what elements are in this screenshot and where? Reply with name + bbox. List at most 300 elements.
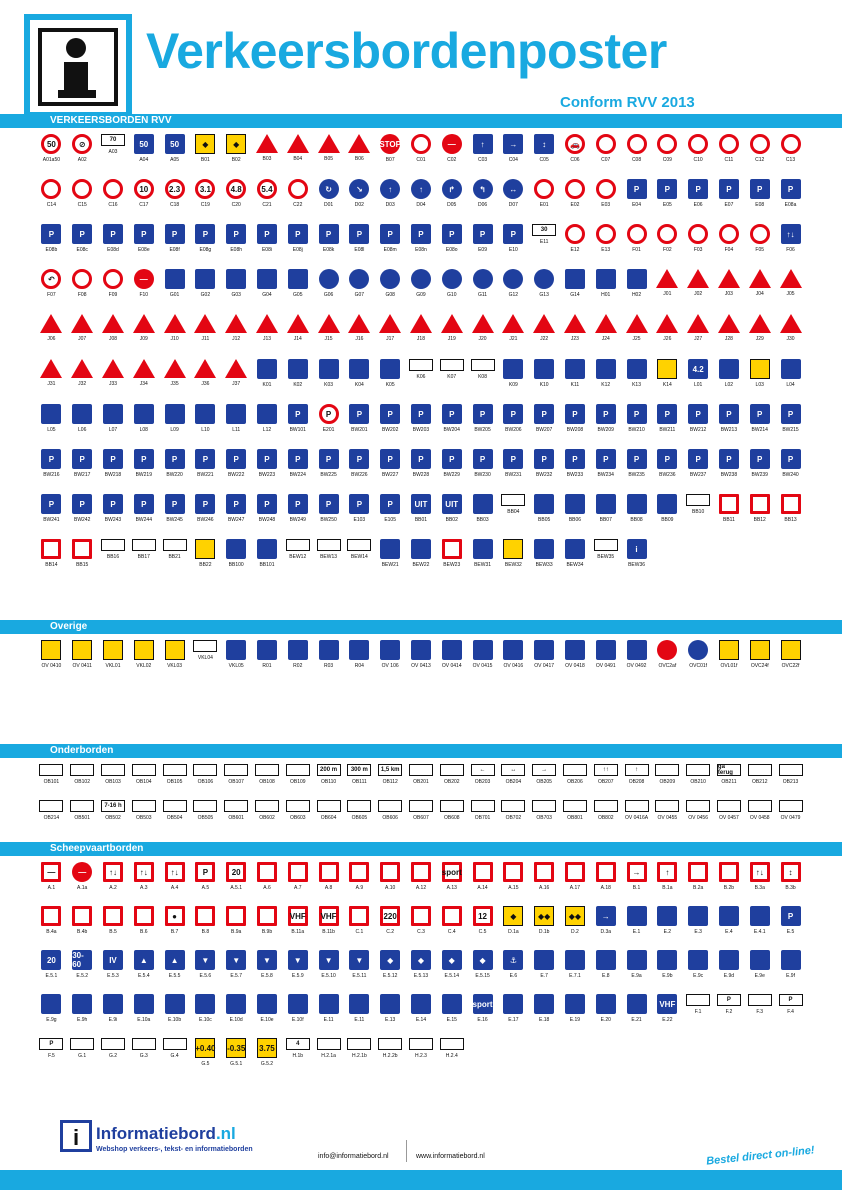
sign-code-label: B.2b xyxy=(723,885,735,891)
sign-cell xyxy=(344,764,375,800)
sign-code-label: F10 xyxy=(139,292,149,298)
sign-code-label: B.1a xyxy=(662,885,673,891)
footer-brand-main: Informatiebord xyxy=(96,1124,216,1143)
sign-icon xyxy=(257,994,277,1014)
sign-icon xyxy=(72,539,92,559)
sign-code-label: OB603 xyxy=(289,815,306,821)
sign-code-label: E201 xyxy=(322,427,335,433)
sign-code-label: OV 0411 xyxy=(72,663,92,669)
sign-cell xyxy=(683,359,714,404)
sign-cell xyxy=(252,994,283,1038)
footer-website-link[interactable]: www.informatiebord.nl xyxy=(416,1153,485,1160)
sign-cell xyxy=(159,800,190,836)
sign-icon xyxy=(563,764,587,776)
sign-code-label: BEW34 xyxy=(566,562,584,568)
sign-code-label: E.18 xyxy=(539,1017,550,1023)
sign-icon: P xyxy=(781,404,801,424)
sign-cell xyxy=(98,404,129,449)
sign-code-label: BB01 xyxy=(414,517,428,523)
sign-icon xyxy=(688,640,708,660)
sign-icon: ga terug xyxy=(717,764,741,776)
sign-icon xyxy=(440,359,464,371)
sign-code-label: E.5.1 xyxy=(45,973,58,979)
sign-cell xyxy=(128,764,159,800)
sign-cell xyxy=(98,269,129,314)
sign-icon: 30 xyxy=(532,224,556,236)
sign-cell xyxy=(436,539,467,584)
sign-cell xyxy=(560,764,591,800)
sign-code-label: OB701 xyxy=(474,815,491,821)
sign-code-label: E.5.11 xyxy=(352,973,367,979)
sign-icon: ◆ xyxy=(195,134,215,154)
sign-code-label: A.9 xyxy=(355,885,364,891)
sign-code-label: OB101 xyxy=(43,779,60,785)
sign-code-label: BW202 xyxy=(381,427,399,433)
sign-cell xyxy=(282,134,313,179)
sign-code-label: G.3 xyxy=(139,1053,148,1059)
sign-cell xyxy=(375,179,406,224)
sign-icon: 12 xyxy=(473,906,493,926)
sign-cell xyxy=(775,764,806,800)
sign-icon xyxy=(627,994,647,1014)
sign-cell xyxy=(98,314,129,359)
sign-icon xyxy=(225,314,247,333)
sign-cell xyxy=(683,224,714,269)
sign-code-label: E.5.7 xyxy=(230,973,243,979)
sign-icon xyxy=(565,179,585,199)
sign-cell xyxy=(652,404,683,449)
sign-icon: P xyxy=(627,404,647,424)
sign-code-label: BB21 xyxy=(168,554,181,560)
sign-cell xyxy=(652,494,683,539)
sign-cell xyxy=(775,640,806,685)
sign-code-label: D04 xyxy=(416,202,426,208)
sign-icon xyxy=(288,269,308,289)
sign-cell xyxy=(406,359,437,404)
sign-cell xyxy=(683,764,714,800)
sign-cell xyxy=(744,404,775,449)
sign-code-label: E.22 xyxy=(662,1017,673,1023)
sign-icon: P xyxy=(72,449,92,469)
sign-icon xyxy=(134,994,154,1014)
footer-brand xyxy=(96,1124,236,1144)
sign-cell xyxy=(590,449,621,494)
sign-icon: ▼ xyxy=(349,950,369,970)
sign-icon xyxy=(655,764,679,776)
sign-icon: P xyxy=(442,449,462,469)
sign-code-label: BW235 xyxy=(628,472,645,478)
footer-email-link[interactable]: info@informatiebord.nl xyxy=(318,1153,389,1160)
sign-icon: 20 xyxy=(226,862,246,882)
sign-code-label: A05 xyxy=(170,157,180,163)
sign-code-label: BB11 xyxy=(722,517,735,523)
section-header-overige: Overige xyxy=(0,620,842,634)
sign-icon xyxy=(163,539,187,551)
sign-code-label: C08 xyxy=(631,157,642,163)
sign-cell xyxy=(406,800,437,836)
sign-cell xyxy=(529,640,560,685)
sign-icon xyxy=(441,314,463,333)
sign-cell xyxy=(282,764,313,800)
sign-cell xyxy=(67,179,98,224)
sign-code-label: J33 xyxy=(108,381,118,387)
sign-code-label: J18 xyxy=(416,336,425,342)
sign-cell xyxy=(467,134,498,179)
sign-icon: P xyxy=(288,404,308,424)
sign-code-label: B01 xyxy=(200,157,210,163)
sign-icon xyxy=(72,906,92,926)
sign-icon xyxy=(226,269,246,289)
sign-code-label: A.5.1 xyxy=(230,885,243,891)
sign-code-label: C06 xyxy=(570,157,580,163)
sign-cell xyxy=(252,640,283,685)
sign-code-label: E.10f xyxy=(291,1017,304,1023)
sign-icon xyxy=(596,494,616,514)
sign-code-label: A04 xyxy=(139,157,149,163)
sign-cell xyxy=(406,224,437,269)
sign-icon: P xyxy=(779,994,803,1006)
sign-code-label: BW220 xyxy=(166,472,183,478)
sign-icon xyxy=(194,314,216,333)
sign-icon: ▼ xyxy=(288,950,308,970)
sign-icon xyxy=(781,359,801,379)
sign-cell xyxy=(159,179,190,224)
sign-icon xyxy=(256,134,278,153)
sign-code-label: OB212 xyxy=(751,779,768,785)
sign-icon xyxy=(288,179,308,199)
sign-icon: UIT xyxy=(411,494,431,514)
sign-cell xyxy=(282,800,313,836)
sign-code-label: OB606 xyxy=(382,815,398,821)
sign-code-label: OB203 xyxy=(474,779,491,785)
sign-code-label: BEW32 xyxy=(504,562,522,568)
sign-icon xyxy=(719,862,739,882)
sign-cell xyxy=(159,224,190,269)
sign-cell xyxy=(590,800,621,836)
sign-code-label: BB10 xyxy=(692,509,705,515)
sign-icon: IV xyxy=(103,950,123,970)
sign-code-label: D06 xyxy=(477,202,488,208)
sign-icon xyxy=(596,862,616,882)
sign-cell xyxy=(560,224,591,269)
sign-code-label: BW243 xyxy=(104,517,122,523)
sign-icon xyxy=(718,269,740,288)
sign-icon xyxy=(780,314,802,333)
sign-code-label: OB205 xyxy=(536,779,552,785)
sign-cell xyxy=(282,359,313,404)
sign-icon xyxy=(719,134,739,154)
sign-icon: P xyxy=(750,449,770,469)
sign-code-label: BB04 xyxy=(507,509,520,515)
sign-code-label: BB02 xyxy=(445,517,458,523)
sign-cell xyxy=(313,314,344,359)
sign-cell xyxy=(560,449,591,494)
sign-cell xyxy=(436,800,467,836)
sign-icon xyxy=(288,640,308,660)
sign-code-label: BW240 xyxy=(782,472,799,478)
sign-cell xyxy=(436,906,467,950)
sign-code-label: BW209 xyxy=(597,427,614,433)
sign-code-label: OB501 xyxy=(74,815,90,821)
sign-icon xyxy=(655,800,679,812)
sign-cell xyxy=(190,1038,221,1082)
sign-code-label: OV 0492 xyxy=(626,663,647,669)
sign-icon: P xyxy=(503,224,523,244)
sign-code-label: J03 xyxy=(724,291,733,297)
sign-code-label: L07 xyxy=(108,427,118,433)
sign-cell xyxy=(313,764,344,800)
sign-icon: ↑↓ xyxy=(781,224,801,244)
sign-icon xyxy=(596,134,616,154)
sign-cell xyxy=(128,800,159,836)
sign-icon: P xyxy=(750,179,770,199)
sign-code-label: J09 xyxy=(139,336,148,342)
sign-icon: ↑ xyxy=(625,764,649,776)
sign-icon: sport xyxy=(473,994,493,1014)
sign-code-label: OB207 xyxy=(597,779,614,785)
sign-code-label: BW248 xyxy=(258,517,276,523)
sign-cell xyxy=(560,994,591,1038)
sign-code-label: A.2 xyxy=(109,885,117,891)
sign-code-label: OB103 xyxy=(105,779,121,785)
sign-cell xyxy=(621,179,652,224)
sign-code-label: F01 xyxy=(632,247,641,253)
sign-cell xyxy=(498,539,529,584)
sign-icon: ▼ xyxy=(319,950,339,970)
sign-cell xyxy=(406,539,437,584)
sign-cell xyxy=(98,862,129,906)
sign-icon: ↑↓ xyxy=(134,862,154,882)
sign-icon xyxy=(380,862,400,882)
sign-icon xyxy=(688,950,708,970)
sign-icon xyxy=(103,179,123,199)
sign-cell xyxy=(590,404,621,449)
sign-code-label: G.5 xyxy=(201,1061,210,1067)
sign-code-label: BW237 xyxy=(689,472,707,478)
sign-cell xyxy=(714,494,745,539)
sign-cell xyxy=(529,862,560,906)
sign-code-label: G04 xyxy=(262,292,272,298)
sign-code-label: A.17 xyxy=(569,885,581,891)
sign-icon: P xyxy=(134,224,154,244)
sign-cell xyxy=(98,1038,129,1082)
sign-icon: 4.2 xyxy=(688,359,708,379)
sign-icon xyxy=(565,862,585,882)
sign-icon xyxy=(750,640,770,660)
overige-sign-grid xyxy=(36,640,806,685)
sign-code-label: OB703 xyxy=(536,815,552,821)
sign-icon xyxy=(564,314,586,333)
sign-cell xyxy=(36,906,67,950)
sign-cell xyxy=(467,449,498,494)
sign-code-label: G.4 xyxy=(170,1053,179,1059)
sign-cell xyxy=(775,359,806,404)
sign-cell xyxy=(744,640,775,685)
sign-code-label: BW213 xyxy=(720,427,738,433)
sign-cell xyxy=(744,134,775,179)
sign-cell xyxy=(467,224,498,269)
sign-icon xyxy=(71,359,93,378)
sign-icon: P xyxy=(565,404,585,424)
sign-icon xyxy=(226,994,246,1014)
bottom-bar xyxy=(0,1170,842,1190)
sign-cell xyxy=(714,994,745,1038)
sign-icon: P xyxy=(288,494,308,514)
sign-icon xyxy=(565,640,585,660)
sign-cell xyxy=(652,269,683,314)
sign-code-label: BB07 xyxy=(599,517,612,523)
sign-code-label: E03 xyxy=(601,202,611,208)
sign-code-label: OVC01f xyxy=(689,663,708,669)
sign-code-label: K12 xyxy=(601,382,611,388)
sign-icon xyxy=(164,314,186,333)
sign-icon xyxy=(411,640,431,660)
sign-icon xyxy=(165,269,185,289)
sign-cell xyxy=(529,404,560,449)
sign-code-label: E.9a xyxy=(631,973,642,979)
sign-cell xyxy=(67,314,98,359)
sign-icon xyxy=(380,994,400,1014)
sign-code-label: H.2.1b xyxy=(352,1053,367,1059)
sign-code-label: L01 xyxy=(693,382,703,388)
sign-icon: P xyxy=(134,494,154,514)
sign-code-label: A.18 xyxy=(600,885,611,891)
sign-icon xyxy=(163,764,187,776)
sign-icon xyxy=(594,800,618,812)
sign-icon xyxy=(102,359,124,378)
sign-code-label: J20 xyxy=(478,336,487,342)
sign-cell xyxy=(621,359,652,404)
sign-cell xyxy=(744,269,775,314)
sign-code-label: BB14 xyxy=(45,562,58,568)
sign-cell xyxy=(744,359,775,404)
sign-cell xyxy=(221,800,252,836)
sign-cell xyxy=(775,449,806,494)
sign-icon xyxy=(627,950,647,970)
sign-code-label: BB13 xyxy=(784,517,797,523)
sign-cell xyxy=(190,314,221,359)
sign-cell xyxy=(344,269,375,314)
sign-code-label: E.1 xyxy=(632,929,641,935)
sign-icon xyxy=(70,1038,94,1050)
sign-code-label: E.8 xyxy=(601,973,610,979)
sign-code-label: BB09 xyxy=(661,517,674,523)
sign-cell xyxy=(560,179,591,224)
sign-icon: ⊘ xyxy=(72,134,92,154)
sign-code-label: B.11a xyxy=(291,929,305,935)
sign-icon xyxy=(626,314,648,333)
sign-code-label: BW219 xyxy=(135,472,152,478)
sign-cell xyxy=(467,359,498,404)
sign-cell xyxy=(313,494,344,539)
sign-code-label: E12 xyxy=(570,247,580,253)
sign-cell xyxy=(282,950,313,994)
sign-code-label: E.9g xyxy=(46,1017,57,1023)
sign-icon xyxy=(286,800,310,812)
sign-code-label: E.5.8 xyxy=(261,973,273,979)
sign-code-label: BB12 xyxy=(753,517,766,523)
sign-icon: P xyxy=(411,404,431,424)
sign-cell xyxy=(436,994,467,1038)
sign-code-label: G03 xyxy=(231,292,241,298)
sign-code-label: BW233 xyxy=(566,472,584,478)
sign-cell xyxy=(621,906,652,950)
sign-icon: P xyxy=(72,494,92,514)
sign-code-label: C.3 xyxy=(417,929,425,935)
sign-cell xyxy=(344,179,375,224)
sign-icon xyxy=(596,179,616,199)
sign-icon: P xyxy=(380,404,400,424)
sign-cell xyxy=(128,950,159,994)
sign-code-label: F07 xyxy=(47,292,56,298)
sign-icon xyxy=(719,494,739,514)
sign-code-label: C.5 xyxy=(478,929,487,935)
sign-icon xyxy=(349,906,369,926)
sign-code-label: E08f xyxy=(169,247,180,253)
sign-cell xyxy=(344,906,375,950)
sign-cell xyxy=(128,359,159,404)
sign-code-label: R04 xyxy=(354,663,364,669)
sign-icon xyxy=(719,640,739,660)
sign-icon xyxy=(72,994,92,1014)
sign-icon: 50 xyxy=(41,134,61,154)
sign-icon: P xyxy=(565,449,585,469)
sign-icon xyxy=(101,764,125,776)
sign-cell xyxy=(683,404,714,449)
sign-icon: STOP xyxy=(380,134,400,154)
sign-code-label: J36 xyxy=(201,381,210,387)
sign-code-label: G06 xyxy=(323,292,334,298)
sign-icon xyxy=(319,269,339,289)
sign-code-label: OV 0415 xyxy=(472,663,493,669)
sign-code-label: L11 xyxy=(232,427,241,433)
sign-icon xyxy=(72,269,92,289)
sign-icon: 3.75 xyxy=(257,1038,277,1058)
sign-icon: ◆ xyxy=(226,134,246,154)
sign-cell xyxy=(67,359,98,404)
sign-cell xyxy=(436,494,467,539)
sign-icon: VHF xyxy=(657,994,677,1014)
sign-cell xyxy=(344,224,375,269)
sign-code-label: B.4b xyxy=(77,929,88,935)
sign-icon xyxy=(501,800,525,812)
sign-code-label: OB202 xyxy=(443,779,460,785)
sign-cell xyxy=(590,494,621,539)
sign-icon: 300 m xyxy=(347,764,371,776)
sign-icon xyxy=(411,994,431,1014)
sign-icon: ↑ xyxy=(411,179,431,199)
sign-icon: ▲ xyxy=(165,950,185,970)
sign-cell xyxy=(159,640,190,685)
sign-cell xyxy=(252,906,283,950)
sign-code-label: BW205 xyxy=(474,427,491,433)
sign-code-label: C17 xyxy=(139,202,149,208)
sign-code-label: BW230 xyxy=(474,472,491,478)
sign-code-label: BW223 xyxy=(258,472,276,478)
sign-icon xyxy=(72,640,92,660)
sign-icon xyxy=(378,800,402,812)
sign-cell xyxy=(714,449,745,494)
sign-cell xyxy=(467,179,498,224)
sign-cell xyxy=(252,449,283,494)
sign-icon: 70 xyxy=(101,134,125,146)
sign-cell xyxy=(36,404,67,449)
sign-code-label: OB210 xyxy=(690,779,706,785)
sign-cell xyxy=(67,134,98,179)
section-header-scheepvaart: Scheepvaartborden xyxy=(0,842,842,856)
sign-cell xyxy=(344,494,375,539)
sign-code-label: BW211 xyxy=(659,427,676,433)
